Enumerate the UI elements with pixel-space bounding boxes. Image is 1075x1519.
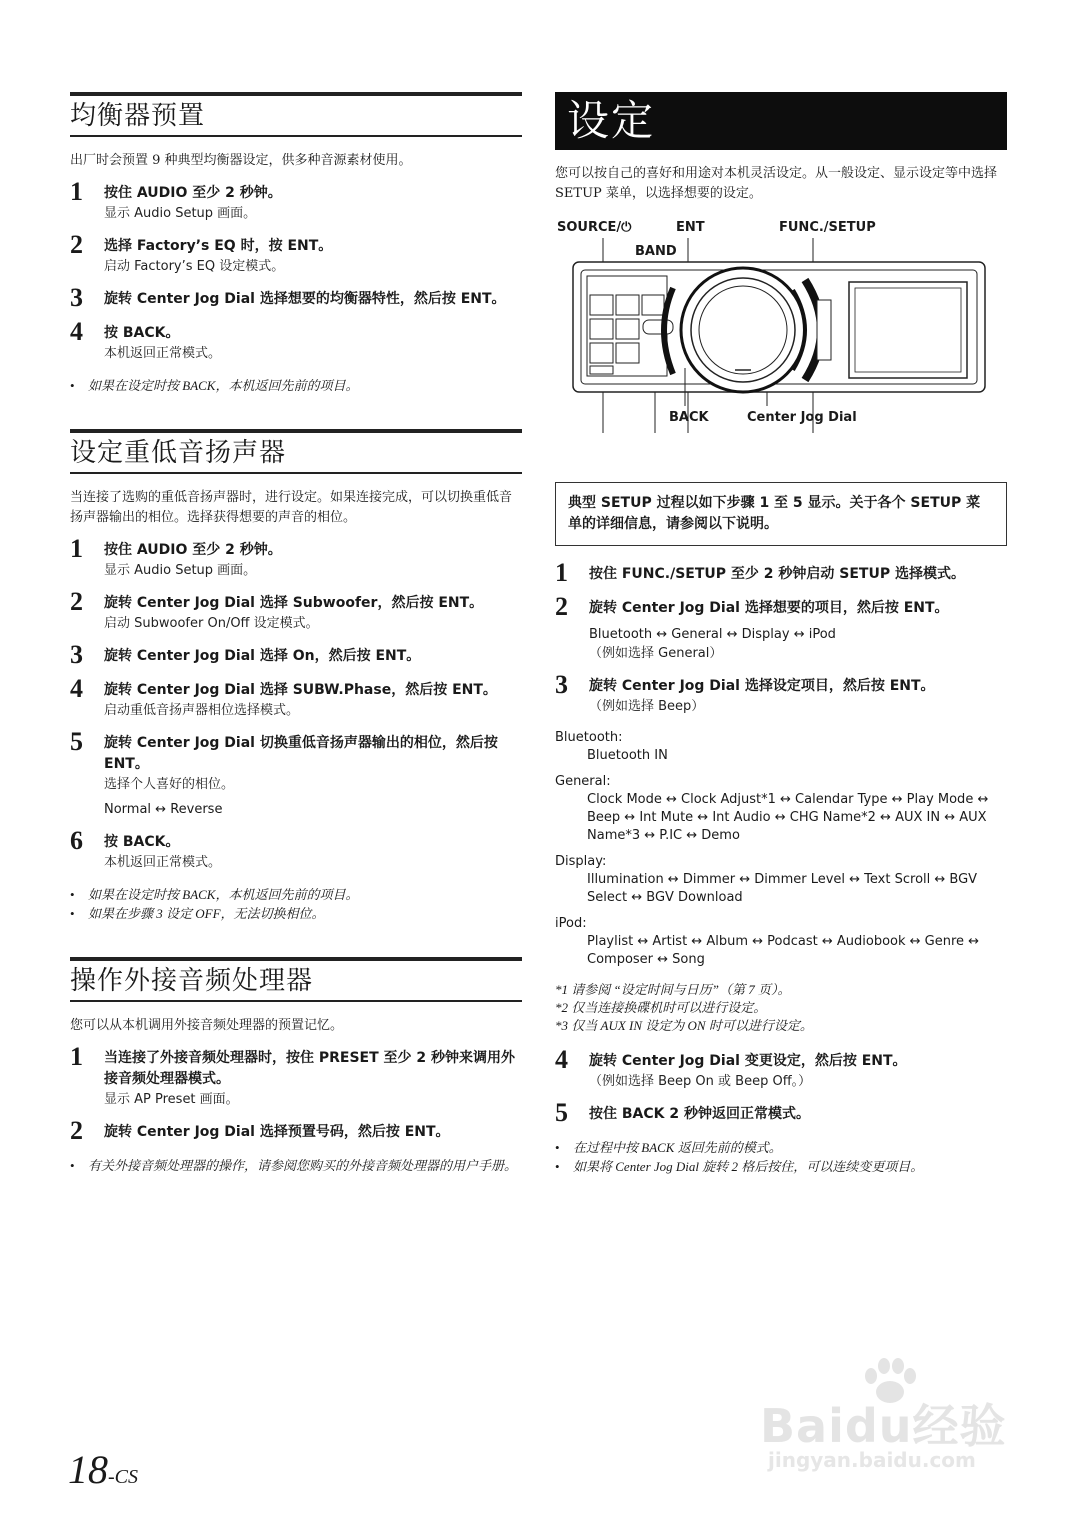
step-number: 2: [70, 587, 83, 616]
page-number-value: 18: [68, 1447, 108, 1492]
eq-section-header: [70, 92, 522, 137]
step-result: 选择个人喜好的相位。: [104, 777, 235, 792]
ap-section-title: 操作外接音频处理器: [70, 966, 314, 996]
category-items: Illumination ↔ Dimmer ↔ Dimmer Level ↔ Text Scroll ↔ BGV Select ↔ BGV Download: [587, 872, 978, 905]
subwoofer-section-header: [70, 429, 522, 474]
step-instruction: 旋转 Center Jog Dial 选择 On，然后按 ENT。: [104, 648, 421, 664]
setup-step-5: [555, 1098, 1007, 1127]
category-items: Bluetooth IN: [587, 748, 668, 763]
page-number: [68, 1446, 138, 1493]
step-result: 启动 Subwoofer On/Off 设定模式。: [104, 616, 319, 631]
phase-sequence: Normal ↔ Reverse: [104, 802, 223, 817]
menu-sequence: Bluetooth ↔ General ↔ Display ↔ iPod: [589, 627, 836, 642]
step-instruction: 按住 FUNC./SETUP 至少 2 秒钟启动 SETUP 选择模式。: [589, 566, 965, 582]
step-instruction: 旋转 Center Jog Dial 选择 SUBW.Phase，然后按 ENT。: [104, 682, 497, 698]
footnote: *3 仅当 AUX IN 设定为 ON 时可以进行设定。: [555, 1018, 813, 1033]
eq-step-1: [70, 177, 522, 223]
baidu-watermark: [760, 1360, 1020, 1480]
step-example: （例如选择 Beep）: [589, 699, 705, 714]
head-unit-illustration: [555, 218, 1007, 448]
eq-intro: 出厂时会预置 9 种典型均衡器设定，供多种音源素材使用。: [70, 153, 412, 168]
category-name: General:: [555, 774, 611, 789]
left-column: [70, 92, 522, 1209]
ap-section-header: [70, 957, 522, 1002]
sub-step-2: [70, 587, 522, 633]
note-item: • 如果在设定时按 BACK，本机返回先前的项目。: [70, 376, 522, 395]
eq-section-title: 均衡器预置: [70, 101, 206, 131]
note-item: • 有关外接音频处理器的操作，请参阅您购买的外接音频处理器的用户手册。: [70, 1156, 522, 1175]
subwoofer-intro: 当连接了选购的重低音扬声器时，进行设定。如果连接完成，可以切换重低音扬声器输出的相位。选择获得想要的声音的相位。: [70, 490, 513, 525]
setup-step-3: [555, 670, 1007, 716]
right-column: [555, 92, 1007, 1210]
step-instruction: 旋转 Center Jog Dial 变更设定，然后按 ENT。: [589, 1053, 907, 1069]
setup-step-4: [555, 1045, 1007, 1091]
step-result: 本机返回正常模式。: [104, 855, 222, 870]
step-result: 显示 Audio Setup 画面。: [104, 206, 257, 221]
step-number: 1: [555, 558, 568, 587]
ap-notes: [70, 1156, 522, 1175]
eq-step-2: [70, 230, 522, 276]
ap-step-2: [70, 1116, 522, 1145]
step-instruction: 按 BACK。: [104, 325, 180, 341]
step-result: 显示 AP Preset 画面。: [104, 1092, 239, 1107]
setup-step-2: [555, 592, 1007, 663]
note-item: • 如果将 Center Jog Dial 旋转 2 格后按住，可以连续变更项目。: [555, 1157, 1007, 1176]
step-result: 本机返回正常模式。: [104, 346, 222, 361]
step-number: 6: [70, 826, 83, 855]
grid-button: [642, 295, 664, 315]
step-instruction: 旋转 Center Jog Dial 切换重低音扬声器输出的相位，然后按 ENT。: [104, 735, 498, 772]
step-number: 4: [555, 1045, 568, 1074]
step-instruction: 按住 AUDIO 至少 2 秒钟。: [104, 542, 282, 558]
func-button-strip: [817, 300, 831, 360]
category-items: Playlist ↔ Artist ↔ Album ↔ Podcast ↔ Audiobook ↔ Genre ↔ Composer ↔ Song: [587, 934, 980, 967]
step-instruction: 当连接了外接音频处理器时，按住 PRESET 至少 2 秒钟来调用外接音频处理器模式。: [104, 1050, 516, 1087]
label-center-jog-dial: Center Jog Dial: [747, 410, 857, 425]
sub-step-1: [70, 534, 522, 580]
step-result: 显示 Audio Setup 画面。: [104, 563, 257, 578]
grid-button: [590, 366, 613, 374]
note-item: • 在过程中按 BACK 返回先前的模式。: [555, 1138, 1007, 1157]
head-unit-diagram: [555, 218, 1007, 448]
label-band: BAND: [635, 244, 677, 259]
ap-step-1: [70, 1042, 522, 1109]
label-ent: ENT: [676, 220, 705, 235]
display-inner: [855, 288, 961, 372]
step-number: 4: [70, 317, 83, 346]
note-item: • 如果在设定时按 BACK，本机返回先前的项目。: [70, 885, 522, 904]
step-instruction: 旋转 Center Jog Dial 选择想要的均衡器特性，然后按 ENT。: [104, 291, 506, 307]
setup-step-1: [555, 558, 1007, 587]
grid-button: [590, 295, 613, 315]
label-source: SOURCE/⏻: [557, 220, 632, 235]
step-number: 1: [70, 534, 83, 563]
setup-intro: 您可以按自己的喜好和用途对本机灵活设定。从一般设定、显示设定等中选择 SETUP 菜单，以选择想要的设定。: [555, 166, 998, 201]
subwoofer-notes: [70, 885, 522, 923]
step-number: 4: [70, 674, 83, 703]
page-number-suffix: -CS: [108, 1466, 138, 1488]
step-number: 2: [555, 592, 568, 621]
eq-notes: [70, 376, 522, 395]
step-instruction: 旋转 Center Jog Dial 选择想要的项目，然后按 ENT。: [589, 600, 949, 616]
category-name: Bluetooth:: [555, 730, 623, 745]
grid-button: [590, 343, 613, 363]
grid-button: [616, 343, 639, 363]
category-name: iPod:: [555, 916, 587, 931]
step-instruction: 选择 Factory’s EQ 时，按 ENT。: [104, 238, 333, 254]
label-back: BACK: [669, 410, 709, 425]
step-number: 3: [70, 640, 83, 669]
sub-step-5: [70, 727, 522, 819]
grid-button: [616, 319, 639, 339]
step-number: 5: [70, 727, 83, 756]
footnotes: [555, 981, 1007, 1035]
eq-step-3: [70, 283, 522, 312]
setup-title-bar: [555, 92, 1007, 150]
watermark-brand: Baidu经验: [760, 1399, 1007, 1453]
band-button: [643, 320, 673, 334]
subwoofer-section-title: 设定重低音扬声器: [70, 438, 287, 468]
sub-step-4: [70, 674, 522, 720]
watermark-url: jingyan.baidu.com: [768, 1448, 976, 1472]
step-number: 1: [70, 177, 83, 206]
setup-box-note: 典型 SETUP 过程以如下步骤 1 至 5 显示。关于各个 SETUP 菜单的详细信息，请参阅以下说明。: [555, 482, 1007, 546]
category-name: Display:: [555, 854, 607, 869]
step-result: 启动 Factory’s EQ 设定模式。: [104, 259, 285, 274]
setup-categories: [555, 729, 1007, 969]
step-number: 2: [70, 230, 83, 259]
sub-step-6: [70, 826, 522, 872]
step-instruction: 旋转 Center Jog Dial 选择设定项目，然后按 ENT。: [589, 678, 935, 694]
step-instruction: 旋转 Center Jog Dial 选择 Subwoofer，然后按 ENT。: [104, 595, 484, 611]
step-instruction: 旋转 Center Jog Dial 选择预置号码，然后按 ENT。: [104, 1124, 450, 1140]
step-instruction: 按住 AUDIO 至少 2 秒钟。: [104, 185, 282, 201]
step-instruction: 按住 BACK 2 秒钟返回正常模式。: [589, 1106, 810, 1122]
jog-dial-inner: [699, 286, 787, 374]
footnote: *1 请参阅 “设定时间与日历”（第 7 页）。: [555, 982, 791, 997]
category-items: Clock Mode ↔ Clock Adjust*1 ↔ Calendar Type ↔ Play Mode ↔ Beep ↔ Int Mute ↔ Int Audio ↔ CHG Name*2 ↔ AUX IN ↔ AUX Name*3 ↔ P.IC ↔ Demo: [587, 792, 989, 843]
step-number: 2: [70, 1116, 83, 1145]
step-example: （例如选择 General）: [589, 646, 723, 661]
label-func-setup: FUNC./SETUP: [779, 220, 876, 235]
grid-button: [616, 295, 639, 315]
grid-button: [590, 319, 613, 339]
step-number: 3: [70, 283, 83, 312]
step-number: 5: [555, 1098, 568, 1127]
setup-notes: [555, 1138, 1007, 1176]
eq-step-4: [70, 317, 522, 363]
step-number: 1: [70, 1042, 83, 1071]
setup-title: 设定: [567, 96, 656, 145]
step-example: （例如选择 Beep On 或 Beep Off。）: [589, 1074, 812, 1089]
note-item: • 如果在步骤 3 设定 OFF，无法切换相位。: [70, 904, 522, 923]
sub-step-3: [70, 640, 522, 669]
step-instruction: 按 BACK。: [104, 834, 180, 850]
step-result: 启动重低音扬声器相位选择模式。: [104, 703, 300, 718]
step-number: 3: [555, 670, 568, 699]
footnote: *2 仅当连接换碟机时可以进行设定。: [555, 1000, 767, 1015]
ap-intro: 您可以从本机调用外接音频处理器的预置记忆。: [70, 1018, 344, 1033]
